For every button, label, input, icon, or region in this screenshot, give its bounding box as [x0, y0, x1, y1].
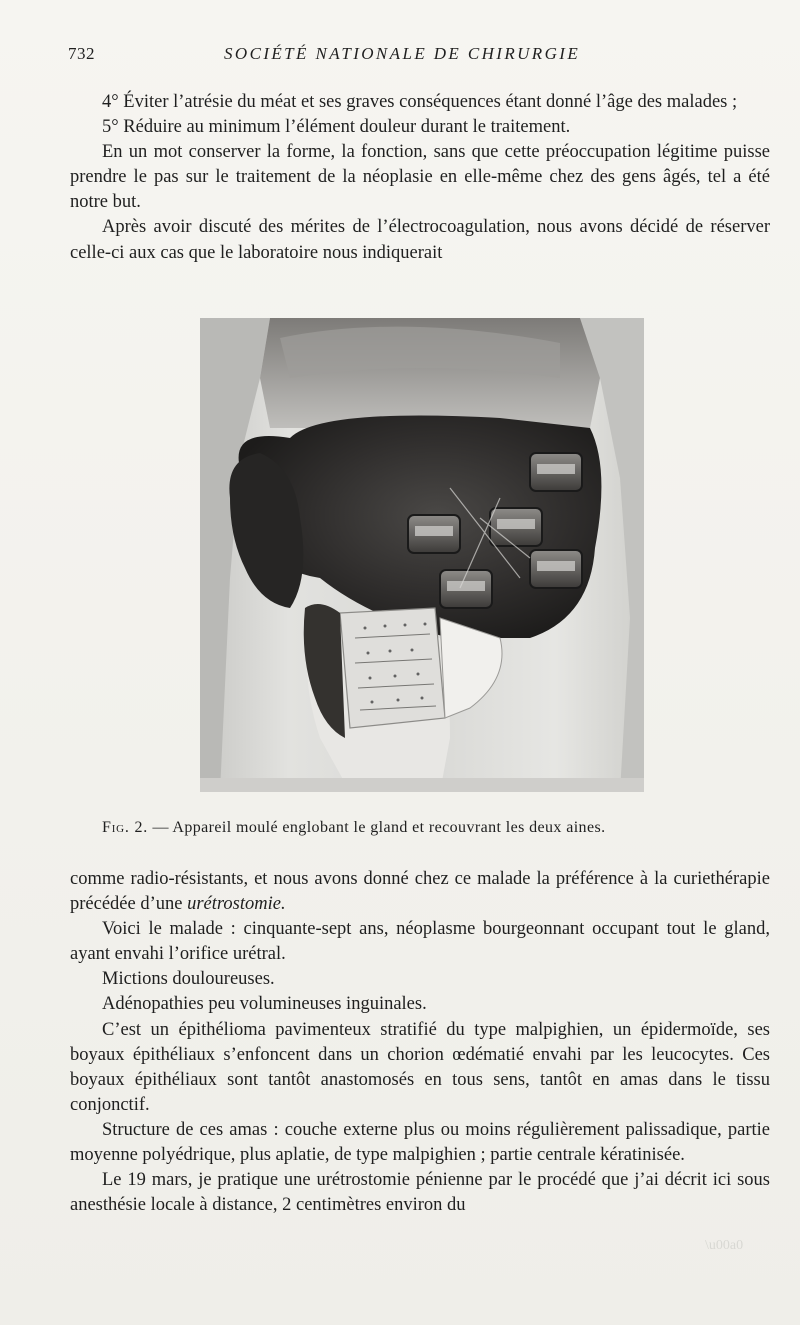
text-before-figure — [70, 90, 770, 266]
text-after-figure — [70, 867, 770, 1218]
paragraph: Structure de ces amas : couche externe plus ou moins régulièrement palissadique, partie moyenne polyédrique, plus aplatie, de type malpighien ; partie centrale kératinisée. — [70, 1119, 770, 1166]
paragraph: C’est un épithélioma pavimenteux stratifié du type malpighien, un épidermoïde, ses boyaux épithéliaux s’enfoncent dans un chorion œdématié envahi par les leucocytes. Ces boyaux épithéliaux sont tantôt anastomosés en tous sens, tantôt en amas dans le tissu conjonctif. — [70, 1019, 770, 1115]
paragraph: Après avoir discuté des mérites de l’électrocoagulation, nous avons décidé de réserver celle-ci aux cas que le laboratoire nous indiquerait — [70, 217, 770, 263]
paragraph: Le 19 mars, je pratique une urétrostomie pénienne par le procédé que j’ai décrit ici sous anesthésie locale à distance, 2 centimètres environ du — [70, 1170, 770, 1216]
paragraph: Mictions douloureuses. — [102, 969, 275, 990]
paragraph — [70, 867, 770, 917]
photograph-molded-apparatus — [200, 318, 644, 792]
page-header — [68, 44, 768, 68]
paragraph: Adénopathies peu volumineuses inguinales. — [102, 994, 427, 1015]
figure-caption-text: — Appareil moulé englobant le gland et recouvrant les deux aines. — [148, 819, 606, 836]
figure-caption — [102, 818, 752, 838]
paragraph: 4° Éviter l’atrésie du méat et ses graves conséquences étant donné l’âge des malades ; — [102, 92, 738, 112]
figure-label: Fig. 2. — [102, 819, 149, 836]
figure-photograph — [200, 318, 644, 792]
paragraph: En un mot conserver la forme, la fonction, sans que cette préoccupation légitime puisse prendre le pas sur le traitement de la néoplasie en elle-même chez des gens âgés, tel a été notre but. — [70, 142, 770, 213]
page-number: 732 — [68, 44, 95, 63]
paragraph-text: comme radio-résistants, et nous avons donné chez ce malade la préférence à la curiethérapie précédée d’une — [70, 869, 770, 915]
italic-term: urétrostomie. — [187, 894, 286, 915]
running-title: SOCIÉTÉ NATIONALE DE CHIRURGIE — [224, 44, 581, 63]
bleed-through-marks: \u00a0 — [705, 1238, 744, 1253]
paragraph: Voici le malade : cinquante-sept ans, néoplasme bourgeonnant occupant tout le gland, ayant envahi l’orifice urétral. — [70, 919, 770, 965]
paragraph: 5° Réduire au minimum l’élément douleur durant le traitement. — [102, 117, 571, 138]
